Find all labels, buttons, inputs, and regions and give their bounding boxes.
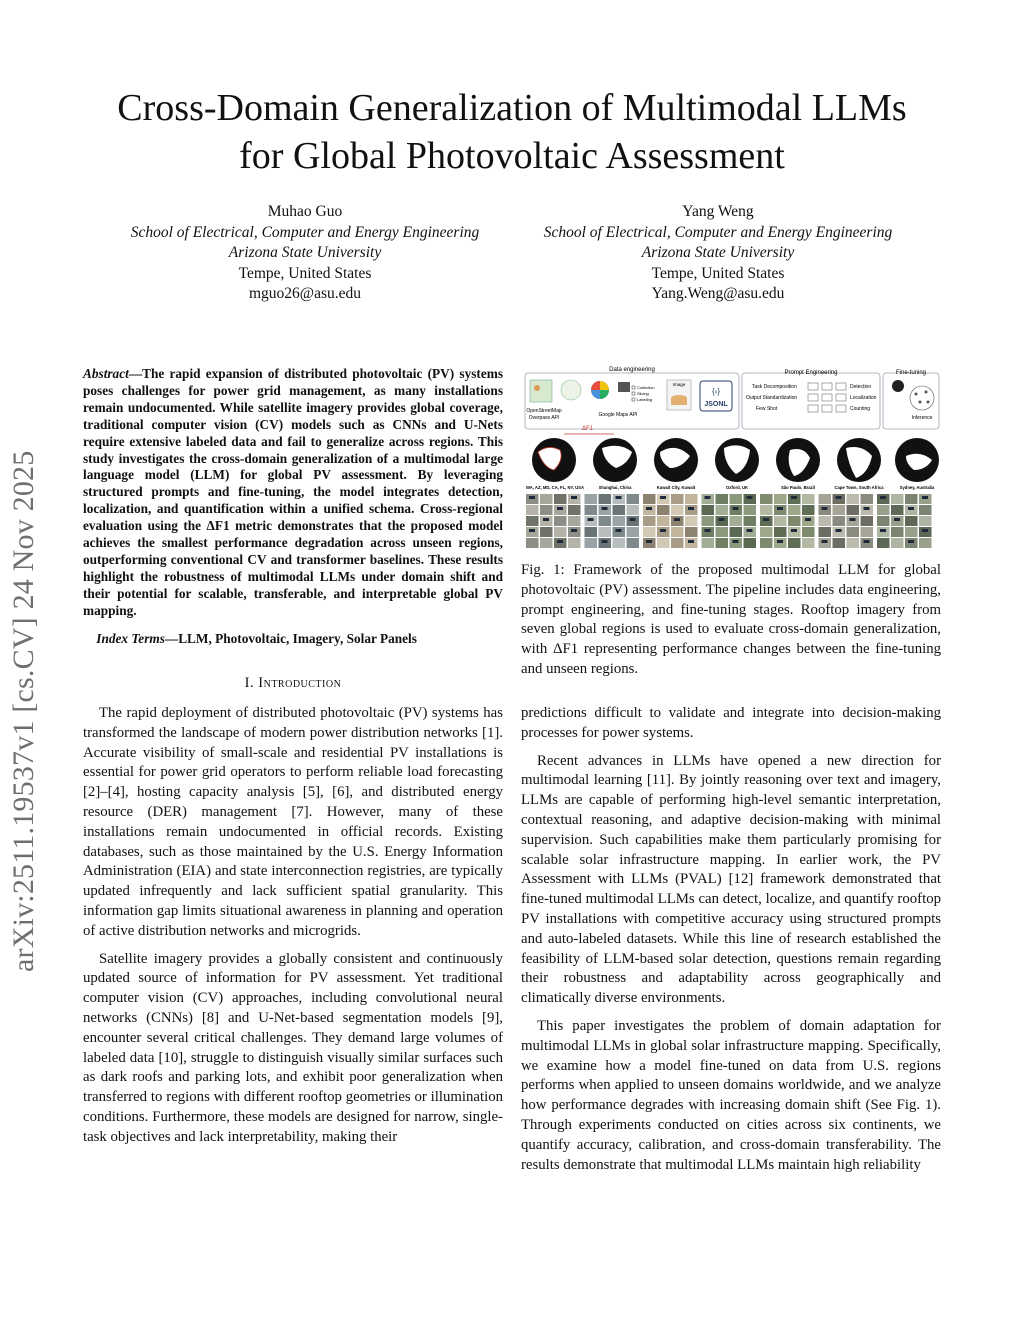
satellite-tile (685, 527, 698, 537)
paragraph: Recent advances in LLMs have opened a new direction for multimodal learning [11]. By jointly reasoning over text and imagery, LLMs are capable of performing high-level semantic interpretation, contextual reasoning, and adaptive decision-making with minimal supervision. Such capabilities make them particularly promising for scalable solar infrastructure mapping. In earlier work, the PV Assessment with LLMs (PVAL) [12] framework demonstrated that fine-tuned multimodal LLMs can detect, localize, and quantify rooftop PV installations with competitive accuracy using structured prompts and auto-labeled datasets. While this line of research established the feasibility of LLM-based solar detection, questions remain regarding their robustness and adaptability across geographically and climatically diverse environments. (521, 752, 941, 1007)
satellite-tile (919, 538, 932, 548)
author-email[interactable]: Yang.Weng@asu.edu (651, 285, 785, 302)
solar-panel-mark (864, 540, 870, 543)
satellite-tile (760, 505, 773, 515)
satellite-tile (568, 516, 581, 526)
paragraph: predictions difficult to validate and integrate into decision-making processes for power systems. (521, 705, 941, 741)
solar-panel-mark (777, 507, 783, 510)
solar-panel-mark (908, 507, 914, 510)
gmaps-label: Google Maps API (598, 412, 638, 418)
region-label: Oxford, UK (725, 485, 749, 490)
section-title: Introduction (258, 675, 342, 691)
map-pin-icon (534, 385, 540, 391)
solar-panel-mark (557, 540, 563, 543)
figure-1 (524, 364, 940, 552)
title-line-1: Cross-Domain Generalization of Multimodal LLMs (117, 87, 907, 129)
region-label: Cape Town, South Africa (834, 485, 884, 490)
author-univ: Arizona State University (228, 244, 382, 261)
satellite-tile (671, 527, 684, 537)
satellite-tile (599, 516, 612, 526)
satellite-tile (891, 505, 904, 515)
region-label: São Paulo, Brazil (781, 485, 815, 490)
satellite-tile (554, 527, 567, 537)
task-counting: Counting (850, 406, 871, 412)
prompt-item-1: Task Decomposition (752, 384, 797, 390)
satellite-tile (847, 538, 860, 548)
label-collection: Collection (637, 385, 655, 390)
satellite-tile (585, 505, 598, 515)
body-left-column (83, 704, 503, 1148)
solar-panel-mark (529, 529, 535, 532)
author-name: Yang Weng (682, 203, 754, 220)
paragraph: Satellite imagery provides a globally consistent and continuously updated source of information for PV assessment. Yet traditional computer vision (CV) approaches, including convolutional neural networks (CNNs) [8] and U-Net-based segmentation models [9], encounter several critical challenges. They demand large volumes of labeled data [10], struggle to distinguish visually similar surfaces such as dark roofs and parking lots, and exhibit poor generalization when transferred to regions with different rooftop geometries or illumination conditions. Furthermore, these models are designed for narrow, single-task objectives and lack interpretability, making their (83, 950, 503, 1145)
inference-label: Inference (911, 415, 933, 421)
jsonl-label: JSONL (704, 401, 728, 408)
paragraph: This paper investigates the problem of domain adaptation for multimodal LLMs in global solar infrastructure mapping. Specifically, we examine how a model fine-tuned on data from U.S. regions performs when applied to unseen domains worldwide, and we analyze how performance degrades with increasing domain shift (See Fig. 1). Through experiments conducted on cities across six continents, we quantify accuracy, calibration, and cross-domain transferability. The results demonstrate that multimodal LLMs maintain high reliability (521, 1017, 941, 1173)
satellite-tile (847, 527, 860, 537)
satellite-tiles (526, 494, 932, 548)
satellite-tile (877, 538, 890, 548)
index-terms (83, 631, 503, 648)
label-checkboxes (632, 386, 635, 401)
satellite-tile (730, 527, 743, 537)
satellite-tile (891, 527, 904, 537)
abstract-label: Abstract (83, 366, 129, 381)
satellite-tile (613, 538, 626, 548)
satellite-tile (627, 494, 640, 504)
map-icon (530, 380, 552, 402)
satellite-tile (877, 516, 890, 526)
prompt-flow-boxes (808, 383, 846, 412)
solar-panel-mark (763, 518, 769, 521)
stage-finetune-label: Fine-tuning (895, 370, 927, 376)
solar-panel-mark (646, 540, 652, 543)
task-detection: Detection (850, 384, 872, 390)
stage-prompt-label: Prompt Engineering (784, 370, 838, 376)
solar-panel-mark (880, 529, 886, 532)
satellite-tile (716, 505, 729, 515)
people-icon (618, 382, 630, 392)
solar-panel-mark (571, 496, 577, 499)
satellite-tile (568, 538, 581, 548)
satellite-tile (657, 538, 670, 548)
satellite-tile (919, 505, 932, 515)
satellite-tile (599, 494, 612, 504)
solar-panel-mark (822, 507, 828, 510)
solar-panel-mark (922, 496, 928, 499)
satellite-tile (643, 527, 656, 537)
author-block-1 (95, 202, 515, 305)
section-heading (83, 675, 503, 692)
satellite-tile (774, 494, 787, 504)
satellite-tile (730, 516, 743, 526)
satellite-tile (585, 527, 598, 537)
author-univ: Arizona State University (641, 244, 795, 261)
satellite-tile (627, 527, 640, 537)
satellite-tile (613, 505, 626, 515)
paper-title (60, 84, 964, 180)
solar-panel-mark (602, 540, 608, 543)
satellite-tile (847, 494, 860, 504)
solar-panel-mark (705, 496, 711, 499)
region-label: Shanghai, China (598, 485, 632, 490)
satellite-tile (891, 494, 904, 504)
satellite-tile (702, 538, 715, 548)
satellite-tile (744, 538, 757, 548)
solar-panel-mark (747, 496, 753, 499)
solar-panel-mark (908, 540, 914, 543)
satellite-tile (627, 538, 640, 548)
solar-panel-mark (791, 496, 797, 499)
author-name: Muhao Guo (267, 203, 343, 220)
openai-icon (892, 380, 904, 392)
satellite-tile (905, 516, 918, 526)
solar-panel-mark (836, 496, 842, 499)
solar-panel-mark (894, 518, 900, 521)
satellite-tile (716, 527, 729, 537)
paragraph: The rapid deployment of distributed photovoltaic (PV) systems has transformed the landscape of modern power distribution networks [1]. Accurate visibility of small-scale and residential PV installations is essential for power grid operators to perform reliable load forecasting [2]–[4], hosting capacity analysis [5], [6], and distributed energy resource (DER) management [7]. However, many of these installations remain undocumented in official records. Existing databases, such as those maintained by the U.S. Energy Information Administration (EIA) and state interconnection registries, are typically updated infrequently and lack sufficient spatial granularity. This information gap limits situational awareness in planning and operation of active distribution networks and microgrids. (83, 705, 503, 939)
author-location: Tempe, United States (238, 264, 372, 282)
solar-panel-mark (864, 507, 870, 510)
index-terms-text: —LLM, Photovoltaic, Imagery, Solar Panels (164, 631, 417, 646)
satellite-tile (744, 505, 757, 515)
satellite-tile (819, 516, 832, 526)
solar-panel-mark (777, 540, 783, 543)
index-terms-label: Index Terms (96, 631, 165, 646)
solar-panel-mark (822, 540, 828, 543)
solar-panel-mark (733, 540, 739, 543)
satellite-tile (788, 538, 801, 548)
figure-caption: Fig. 1: Framework of the proposed multimodal LLM for global photovoltaic (PV) assessment. The pipeline includes data engineering, prompt engineering, and fine-tuning stages. Rooftop imagery from seven global regions is used to evaluate cross-domain generalization, with ΔF1 representing performance changes between the fine-tuning and unseen regions. (521, 562, 941, 677)
image-label: Image (672, 382, 686, 387)
solar-panel-mark (805, 518, 811, 521)
solar-panel-mark (733, 507, 739, 510)
prompt-item-2: Output Standardization (746, 395, 798, 401)
satellite-tile (760, 527, 773, 537)
neural-network-icon (910, 386, 934, 410)
satellite-tile (585, 494, 598, 504)
satellite-tile (554, 494, 567, 504)
satellite-tile (788, 516, 801, 526)
satellite-tile (819, 494, 832, 504)
satellite-tile (833, 516, 846, 526)
satellite-tile (905, 494, 918, 504)
task-localization: Localization (850, 395, 877, 401)
solar-panel-mark (688, 540, 694, 543)
satellite-tile (671, 538, 684, 548)
satellite-tile (919, 516, 932, 526)
network-icon (561, 380, 581, 400)
satellite-tile (643, 516, 656, 526)
prompt-item-3: Few Shot (756, 406, 778, 412)
solar-panel-mark (529, 496, 535, 499)
solar-panel-mark (660, 529, 666, 532)
satellite-tile (657, 505, 670, 515)
satellite-tile (760, 538, 773, 548)
satellite-tile (760, 494, 773, 504)
satellite-tile (774, 527, 787, 537)
satellite-tile (627, 505, 640, 515)
satellite-tile (802, 527, 815, 537)
solar-panel-mark (588, 518, 594, 521)
satellite-tile (657, 516, 670, 526)
section-number: I. (244, 675, 255, 691)
satellite-tile (671, 505, 684, 515)
solar-panel-mark (660, 496, 666, 499)
solar-panel-mark (571, 529, 577, 532)
solar-panel-mark (747, 529, 753, 532)
abstract (83, 366, 503, 620)
solar-panel-mark (719, 518, 725, 521)
solar-panel-mark (602, 507, 608, 510)
satellite-tile (685, 516, 698, 526)
satellite-tile (802, 505, 815, 515)
author-dept: School of Electrical, Computer and Energy Engineering (543, 223, 893, 241)
title-line-2: for Global Photovoltaic Assessment (239, 135, 785, 177)
solar-panel-mark (616, 529, 622, 532)
satellite-tile (540, 527, 553, 537)
satellite-tile (526, 516, 539, 526)
solar-panel-mark (791, 529, 797, 532)
solar-panel-mark (922, 529, 928, 532)
solar-panel-mark (646, 507, 652, 510)
body-right-column (521, 704, 941, 1175)
satellite-tile (877, 505, 890, 515)
solar-panel-mark (688, 507, 694, 510)
abstract-text: —The rapid expansion of distributed photovoltaic (PV) systems poses challenges for power grid management, as many installations remain undocumented. While satellite imagery provides global coverage, traditional computer vision (CV) models such as CNNs and U-Nets require extensive labeled data and fail to generalize across regions. This study investigates the cross-domain generalization of a multimodal large language model (LLM) for global PV assessment. By leveraging structured prompts and fine-tuning, the model integrates detection, localization, and quantification within a unified schema. Cross-regional evaluation using the ΔF1 metric demonstrates that the proposed model achieves the smallest performance degradation across unseen regions, outperforming conventional CV and transformer baselines. These results highlight the robustness of multimodal LLMs under domain shift and their potential for scalable, transferable, and interpretable global PV mapping. (83, 366, 503, 618)
satellite-tile (833, 505, 846, 515)
satellite-tile (905, 527, 918, 537)
satellite-tile (685, 494, 698, 504)
stage-data-label: Data engineering (609, 367, 655, 373)
solar-panel-mark (543, 518, 549, 521)
braces-icon: {‹} (711, 387, 721, 396)
solar-panel-mark (850, 518, 856, 521)
globe-row (532, 438, 939, 482)
satellite-tile (526, 505, 539, 515)
solar-panel-mark (557, 507, 563, 510)
solar-panel-mark (836, 529, 842, 532)
satellite-tile (819, 527, 832, 537)
solar-panel-mark (674, 518, 680, 521)
satellite-tile (702, 516, 715, 526)
satellite-tile (568, 505, 581, 515)
region-label: Sydney, Australia (899, 485, 935, 490)
satellite-tile (540, 538, 553, 548)
satellite-tile (671, 494, 684, 504)
satellite-tile (861, 527, 874, 537)
satellite-tile (716, 494, 729, 504)
solar-panel-mark (616, 496, 622, 499)
region-label: Kuwait City, Kuwait (656, 485, 696, 490)
region-label: WA, AZ, MD, CA, FL, NY, USA (526, 485, 585, 490)
satellite-tile (891, 538, 904, 548)
author-location: Tempe, United States (651, 264, 785, 282)
satellite-tile (847, 505, 860, 515)
arxiv-identifier[interactable]: arXiv:2511.19537v1 [cs.CV] 24 Nov 2025 (7, 450, 40, 972)
solar-panel-mark (705, 529, 711, 532)
satellite-tile (774, 516, 787, 526)
satellite-tile (730, 494, 743, 504)
satellite-tile (702, 505, 715, 515)
label-slicing: Slicing (637, 391, 649, 396)
satellite-tile (802, 538, 815, 548)
satellite-tile (526, 538, 539, 548)
author-block-2 (510, 202, 926, 305)
satellite-tile (744, 516, 757, 526)
solar-panel-mark (630, 518, 636, 521)
satellite-tile (540, 505, 553, 515)
satellite-tile (861, 516, 874, 526)
satellite-tile (788, 505, 801, 515)
satellite-tile (643, 494, 656, 504)
satellite-tile (585, 538, 598, 548)
satellite-tile (716, 538, 729, 548)
satellite-tile (599, 527, 612, 537)
label-labeling: Labeling (637, 397, 653, 402)
author-email[interactable]: mguo26@asu.edu (249, 285, 361, 302)
satellite-tile (833, 538, 846, 548)
satellite-tile (554, 516, 567, 526)
satellite-tile (861, 494, 874, 504)
author-dept: School of Electrical, Computer and Energy Engineering (130, 223, 480, 241)
overpass-label: Overpass API (528, 415, 560, 421)
delta-f1-label: ΔF1 (582, 426, 594, 432)
osm-label: OpenStreetMap (526, 408, 562, 414)
satellite-tile (613, 516, 626, 526)
solar-panel-mark (880, 496, 886, 499)
satellite-tile (802, 494, 815, 504)
satellite-tile (540, 494, 553, 504)
